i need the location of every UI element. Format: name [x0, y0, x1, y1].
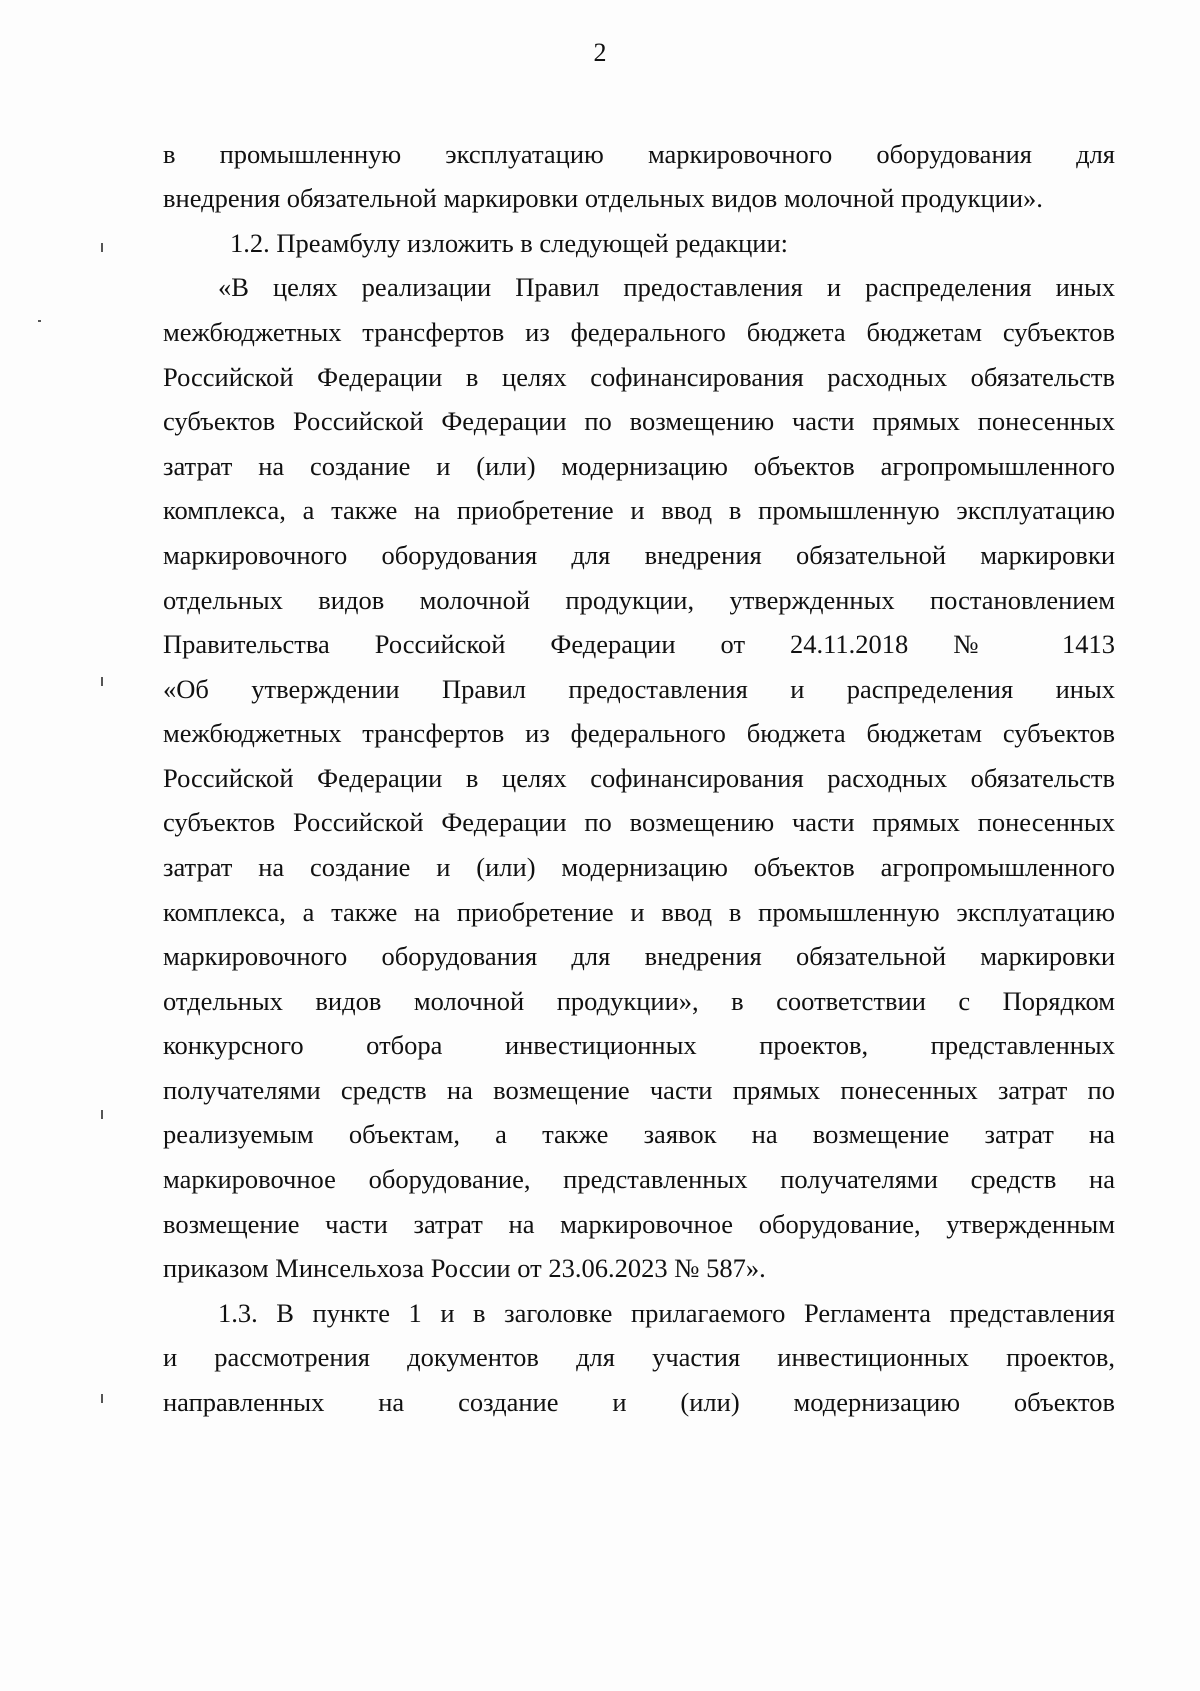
scan-mark [101, 1394, 103, 1403]
text-line: приказом Минсельхоза России от 23.06.2023 № 587». [163, 1253, 766, 1283]
scan-mark [38, 320, 41, 322]
text-line: комплекса, а также на приобретение и ввод в промышленную эксплуатацию [163, 495, 1115, 525]
text-line: маркировочного оборудования для внедрения обязательной маркировки [163, 941, 1115, 971]
text-line: отдельных видов молочной продукции, утвержденных постановлением [163, 585, 1115, 615]
text-line: и рассмотрения документов для участия инвестиционных проектов, [163, 1342, 1115, 1372]
scan-mark [101, 1110, 103, 1119]
text-line: затрат на создание и (или) модернизацию объектов агропромышленного [163, 451, 1115, 481]
text-line: направленных на создание и (или) модернизацию объектов [163, 1387, 1115, 1417]
scan-mark [101, 243, 103, 252]
scan-mark [101, 677, 103, 686]
text-line: внедрения обязательной маркировки отдельных видов молочной продукции». [163, 183, 1043, 213]
text-line: субъектов Российской Федерации по возмещению части прямых понесенных [163, 807, 1115, 837]
text-line: Правительства Российской Федерации от 24.11.2018 № 1413 [163, 629, 1115, 659]
paragraph-heading: 1.3. В пункте 1 и в заголовке прилагаемого Регламента представления [218, 1298, 1115, 1328]
text-line: комплекса, а также на приобретение и ввод в промышленную эксплуатацию [163, 897, 1115, 927]
text-line: межбюджетных трансфертов из федерального бюджета бюджетам субъектов [163, 317, 1115, 347]
paragraph-heading: 1.2. Преамбулу изложить в следующей редакции: [230, 228, 789, 258]
text-line: возмещение части затрат на маркировочное оборудование, утвержденным [163, 1209, 1115, 1239]
text-line: «Об утверждении Правил предоставления и распределения иных [163, 674, 1115, 704]
text-line: отдельных видов молочной продукции», в соответствии с Порядком [163, 986, 1115, 1016]
text-line: Российской Федерации в целях софинансирования расходных обязательств [163, 763, 1115, 793]
page-number: 2 [593, 38, 607, 67]
text-line: затрат на создание и (или) модернизацию объектов агропромышленного [163, 852, 1115, 882]
text-line: реализуемым объектам, а также заявок на возмещение затрат на [163, 1119, 1115, 1149]
text-line: Российской Федерации в целях софинансирования расходных обязательств [163, 362, 1115, 392]
text-line: маркировочного оборудования для внедрения обязательной маркировки [163, 540, 1115, 570]
text-line: межбюджетных трансфертов из федерального бюджета бюджетам субъектов [163, 718, 1115, 748]
text-line: субъектов Российской Федерации по возмещению части прямых понесенных [163, 406, 1115, 436]
text-line: получателями средств на возмещение части прямых понесенных затрат по [163, 1075, 1115, 1105]
text-line: конкурсного отбора инвестиционных проектов, представленных [163, 1030, 1115, 1060]
text-line: маркировочное оборудование, представленных получателями средств на [163, 1164, 1115, 1194]
text-line: «В целях реализации Правил предоставления и распределения иных [218, 272, 1115, 302]
text-line: в промышленную эксплуатацию маркировочного оборудования для [163, 139, 1115, 169]
